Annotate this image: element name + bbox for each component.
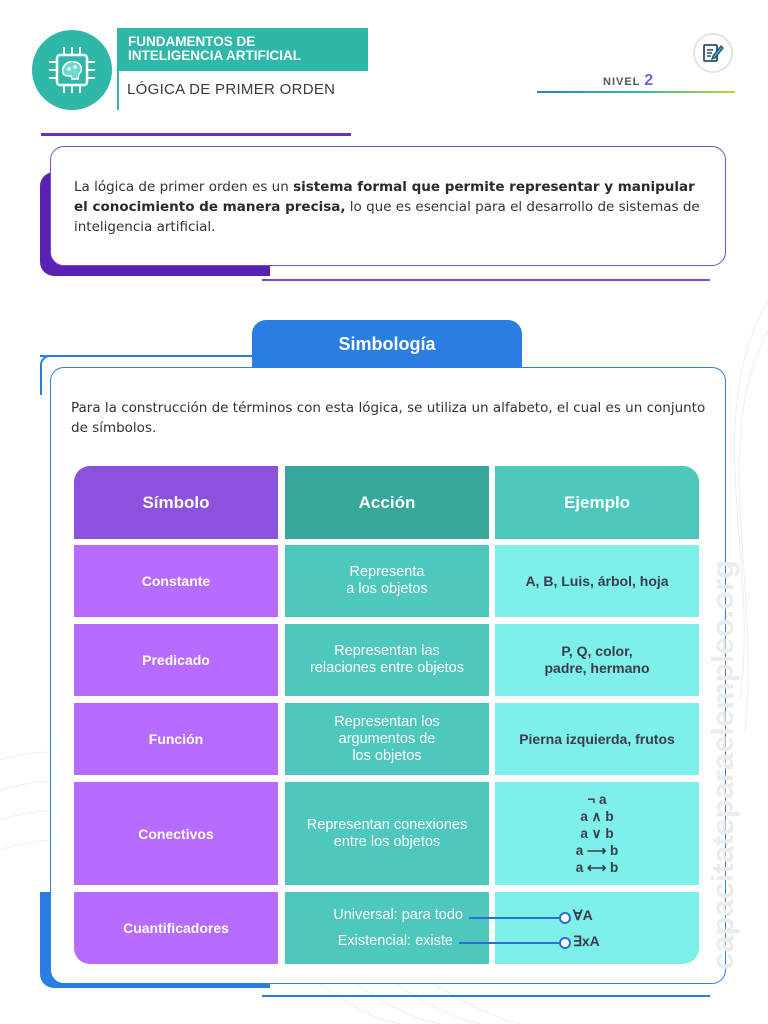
- example-line: a ⟷ b: [575, 860, 619, 875]
- course-title: [118, 28, 368, 71]
- panel-corner-accent: [40, 355, 54, 395]
- level-number: 2: [644, 72, 655, 89]
- section-tab-simbologia: Simbología: [252, 320, 522, 368]
- action-line: Existencial: existe: [337, 932, 453, 949]
- table-row-example: [495, 703, 699, 775]
- level-label: NIVEL: [603, 76, 641, 88]
- example-line: a ⟶ b: [575, 843, 619, 858]
- example-line: A, B, Luis, árbol, hoja: [525, 572, 669, 589]
- connector-line-existential: [459, 942, 561, 944]
- table-row-symbol: Predicado: [74, 624, 278, 696]
- document-edit-icon[interactable]: [693, 33, 733, 73]
- table-row-example: [495, 624, 699, 696]
- watermark: capacitateparaelempleo.org: [705, 559, 740, 970]
- example-line: ¬ a: [587, 792, 607, 807]
- action-line: Representan las: [334, 643, 440, 659]
- example-line: a ∧ b: [580, 809, 614, 824]
- connector-line-universal: [469, 917, 561, 919]
- action-line: argumentos de: [338, 730, 436, 747]
- action-line: Representa: [349, 564, 425, 580]
- level-underline: [537, 91, 735, 93]
- connector-dot-universal: [559, 912, 571, 924]
- action-line: entre los objetos: [333, 833, 441, 850]
- table-row-symbol: Conectivos: [74, 782, 278, 885]
- topic-title: LÓGICA DE PRIMER ORDEN: [127, 81, 336, 98]
- action-line: Representan los: [334, 713, 440, 730]
- action-line: a los objetos: [346, 581, 428, 597]
- course-title-line2: INTELIGENCIA ARTIFICIAL: [128, 48, 301, 63]
- table-row-symbol: Función: [74, 703, 278, 775]
- intro-text-bold: sistema formal que permite representar y manipular el conocimiento de manera precisa,: [74, 179, 695, 215]
- table-row-action: [285, 892, 489, 964]
- intro-top-accent: [41, 133, 351, 136]
- connector-dot-existential: [559, 937, 571, 949]
- document-edit-glyph: [701, 41, 725, 65]
- table-row-example: [495, 545, 699, 617]
- table-row-action: [285, 624, 489, 696]
- table-row-symbol: Constante: [74, 545, 278, 617]
- section-description: Para la construcción de términos con esta lógica, se utiliza un alfabeto, el cual es un conjunto de símbolos.: [71, 400, 706, 436]
- panel-bottom-accent: [262, 995, 710, 997]
- table-row-example: [495, 782, 699, 885]
- action-line: Universal: para todo: [333, 906, 463, 923]
- example-line: ∃xA: [573, 932, 600, 949]
- table-row-action: [285, 545, 489, 617]
- table-row-example: [495, 892, 699, 964]
- intro-box: [50, 146, 726, 266]
- table-row-symbol: Cuantificadores: [74, 892, 278, 964]
- action-line: relaciones entre objetos: [310, 660, 464, 676]
- intro-bottom-accent: [262, 279, 710, 281]
- example-line: padre, hermano: [544, 660, 650, 676]
- table-row-action: [285, 782, 489, 885]
- table-row-action: [285, 703, 489, 775]
- course-title-line1: FUNDAMENTOS DE: [128, 34, 256, 49]
- course-logo: [32, 30, 112, 110]
- ai-chip-icon: [45, 43, 99, 97]
- panel-top-accent: [40, 355, 254, 357]
- table-header-example: Ejemplo: [495, 466, 699, 539]
- table-header-symbol: Símbolo: [74, 466, 278, 539]
- table-header-action: Acción: [285, 466, 489, 539]
- intro-text-end: lo que es esencial para el desarrollo de sistemas de inteligencia artificial.: [74, 199, 700, 235]
- example-line: Pierna izquierda, frutos: [519, 730, 675, 747]
- example-line: P, Q, color,: [561, 643, 633, 659]
- intro-text-start: La lógica de primer orden es un: [74, 179, 294, 195]
- example-line: a ∨ b: [580, 826, 614, 841]
- action-line: Representan conexiones: [306, 816, 468, 833]
- example-line: ∀A: [573, 906, 593, 923]
- level-indicator: [603, 72, 654, 90]
- action-line: los objetos: [352, 747, 422, 764]
